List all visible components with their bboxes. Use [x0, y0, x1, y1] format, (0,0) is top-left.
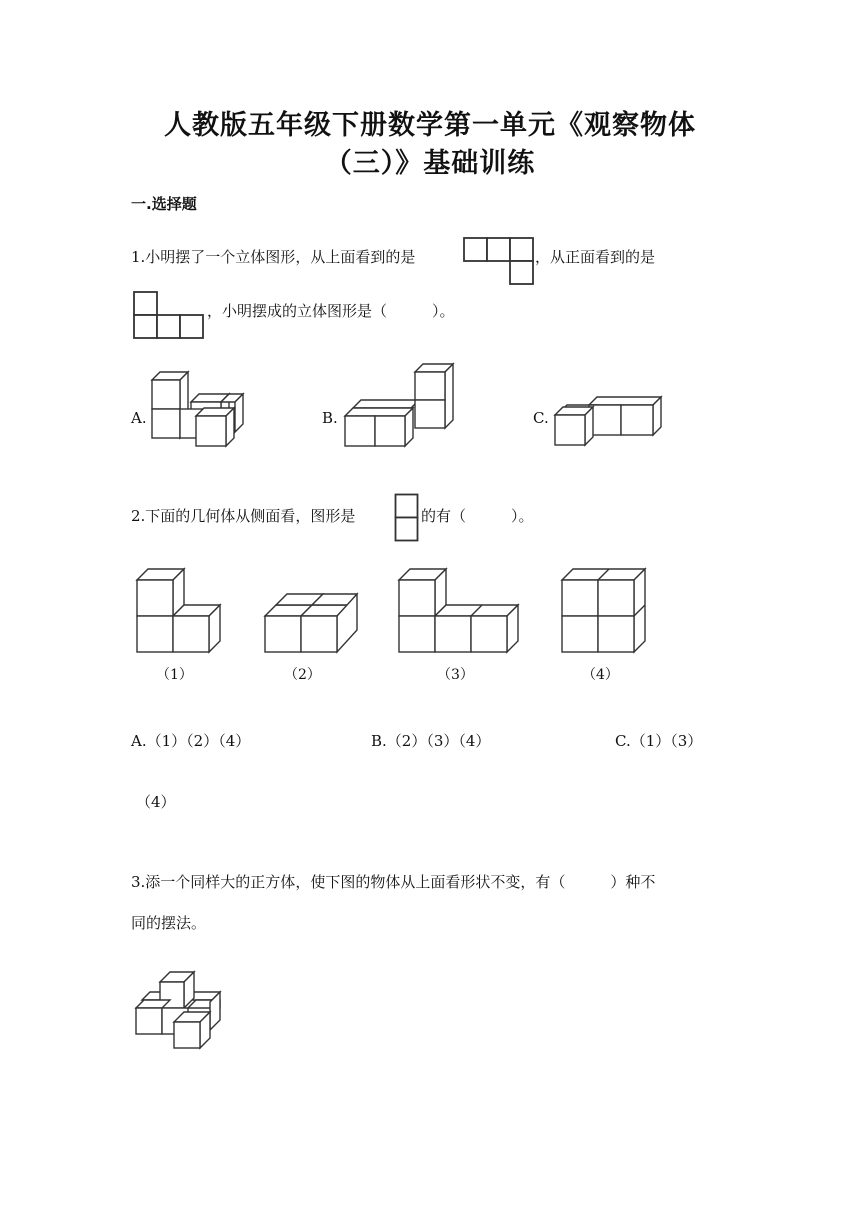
q1-option-a-figure[interactable] — [150, 372, 250, 448]
q2-figure-4-label: （4） — [582, 667, 619, 683]
q2-text-part1: 2.下面的几何体从侧面看，图形是 — [131, 507, 356, 525]
q3-text-line2: 同的摆法。 — [131, 914, 207, 932]
q2-figure-4 — [562, 569, 646, 653]
q2-figure-2 — [265, 594, 357, 654]
q1-option-a-label[interactable]: A. — [131, 409, 147, 427]
q2-option-c[interactable]: C.（1）（3） — [615, 732, 703, 750]
q1-option-c-figure[interactable] — [553, 389, 669, 449]
q1-text-part1: 1.小明摆了一个立体图形，从上面看到的是 — [131, 248, 416, 266]
q2-option-c-continued: （4） — [136, 793, 176, 811]
q2-figure-3 — [399, 569, 519, 653]
q1-text-part2: ，从正面看到的是 — [535, 248, 656, 266]
q1-front-view-diagram — [133, 291, 207, 341]
page-title-line1: 人教版五年级下册数学第一单元《观察物体 — [164, 110, 696, 141]
q2-option-b[interactable]: B.（2）（3）（4） — [371, 732, 491, 750]
q1-top-view-diagram — [463, 237, 535, 287]
q2-figure-1 — [137, 569, 223, 653]
q1-option-b-label[interactable]: B. — [322, 409, 338, 427]
q2-option-a[interactable]: A.（1）（2）（4） — [131, 732, 251, 750]
q2-figure-2-label: （2） — [284, 667, 321, 683]
q1-option-b-figure[interactable] — [343, 362, 455, 448]
section-heading: 一.选择题 — [131, 195, 197, 213]
q3-cube-figure — [134, 972, 224, 1050]
q1-option-c-label[interactable]: C. — [533, 409, 549, 427]
q2-figure-3-label: （3） — [437, 667, 474, 683]
q1-text-part3: ，小明摆成的立体图形是（ ）。 — [207, 302, 455, 320]
q2-figure-1-label: （1） — [156, 667, 193, 683]
q2-side-view-diagram — [394, 493, 420, 543]
q3-text-line1: 3.添一个同样大的正方体，使下图的物体从上面看形状不变，有（ ）种不 — [131, 873, 656, 891]
q2-text-part2: 的有（ ）。 — [421, 507, 534, 525]
page-title-line2: （三）》基础训练 — [324, 148, 536, 179]
